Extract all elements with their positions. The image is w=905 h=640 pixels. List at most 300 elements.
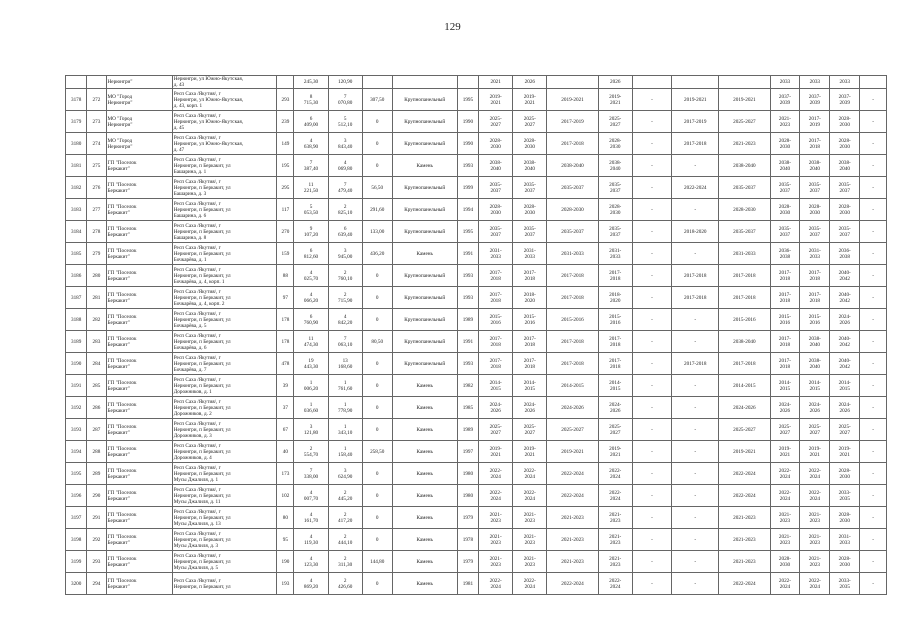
table-cell: 1993 [457, 353, 478, 375]
table-cell: 4 119,30 [294, 529, 328, 551]
table-cell: 2019- 2021 [513, 89, 547, 111]
table-cell: 1980 [457, 485, 478, 507]
table-cell: 2028- 2030 [770, 199, 800, 221]
table-cell: 2035- 2037 [800, 177, 830, 199]
table-cell: 2017- 2018 [770, 265, 800, 287]
table-cell: 3183 [66, 199, 87, 221]
table-row [66, 155, 887, 177]
table-cell: 11 221,50 [294, 177, 328, 199]
table-cell: 3192 [66, 397, 87, 419]
table-cell: - [632, 133, 672, 155]
table-cell: 2028- 2030 [513, 133, 547, 155]
table-cell: - [860, 463, 887, 485]
table-cell: 2028- 2030 [513, 199, 547, 221]
table-cell: 2022- 2024 [598, 485, 632, 507]
table-cell: 2025- 2027 [598, 111, 632, 133]
table-cell: 0 [362, 463, 392, 485]
table-cell: 195 [277, 155, 294, 177]
table-cell: 4 069,80 [328, 155, 362, 177]
table-cell: - [632, 507, 672, 529]
table-cell: 2035-2037 [547, 221, 598, 243]
table-cell: 2038- 2040 [800, 353, 830, 375]
table-cell: 2026 [513, 76, 547, 89]
table-cell: 2022- 2024 [800, 485, 830, 507]
table-cell: 2021- 2023 [479, 551, 513, 573]
table-cell: 2036- 2038 [770, 243, 800, 265]
table-cell: 1980 [457, 463, 478, 485]
table-cell: 2025- 2027 [479, 419, 513, 441]
table-cell: 19 443,30 [294, 353, 328, 375]
table-cell: 3187 [66, 287, 87, 309]
table-cell: 279 [87, 243, 106, 265]
table-cell: 3195 [66, 463, 87, 485]
table-row [66, 111, 887, 133]
table-cell: 2037- 2039 [800, 89, 830, 111]
table-cell: - [632, 331, 672, 353]
table-cell: - [860, 111, 887, 133]
table-row [66, 573, 887, 595]
table-cell: 2025- 2027 [479, 111, 513, 133]
table-cell: Респ Саха /Якутия/, г Нерюнгри, п Беркакит, ул Бочкарёва, д. 4, корп. 1 [172, 265, 277, 287]
table-cell: 2035-2037 [547, 177, 598, 199]
page-number: 129 [444, 21, 461, 33]
table-cell: 9 107,20 [294, 221, 328, 243]
table-cell: 4 869,20 [294, 573, 328, 595]
table-cell: 2028- 2030 [598, 199, 632, 221]
table-cell: 1995 [457, 221, 478, 243]
table-cell: 3188 [66, 309, 87, 331]
table-cell: 149 [277, 133, 294, 155]
table-cell: 2028- 2030 [598, 133, 632, 155]
table-cell: 2025- 2027 [770, 419, 800, 441]
table-cell: 2018-2020 [672, 221, 719, 243]
table-cell: 2024- 2026 [513, 397, 547, 419]
table-cell: 2028- 2030 [479, 199, 513, 221]
table-cell: 2017-2018 [547, 133, 598, 155]
table-cell: 2024- 2026 [830, 397, 860, 419]
table-cell: 3196 [66, 485, 87, 507]
table-cell: - [632, 177, 672, 199]
table-row [66, 441, 887, 463]
table-cell: 2033 [770, 76, 800, 89]
table-cell: 1 006,20 [294, 375, 328, 397]
table-cell: 285 [87, 375, 106, 397]
table-cell: Камень [392, 397, 457, 419]
table-cell: 2017-2018 [547, 331, 598, 353]
table-cell: 2014- 2015 [479, 375, 513, 397]
table-cell: 2019- 2021 [513, 441, 547, 463]
table-row [66, 287, 887, 309]
table-cell: 1982 [457, 375, 478, 397]
table-cell: 307,50 [362, 89, 392, 111]
table-cell: 2021- 2023 [770, 507, 800, 529]
table-cell [632, 76, 672, 89]
table-cell: 4 007,70 [294, 485, 328, 507]
table-cell: 478 [277, 353, 294, 375]
table-cell: 2 825,10 [328, 199, 362, 221]
table-cell: 1993 [457, 287, 478, 309]
table-cell: Нерюнгри, ул Южно-Якутская, д. 43 [172, 76, 277, 89]
table-cell: 3198 [66, 529, 87, 551]
table-cell: 3191 [66, 375, 87, 397]
table-cell: 2017- 2018 [800, 287, 830, 309]
table-cell: Камень [392, 441, 457, 463]
table-cell: 0 [362, 507, 392, 529]
table-cell: ГП "Поселок Беркакит" [106, 463, 172, 485]
table-cell: Респ Саха /Якутия/, г Нерюнгри, ул Южно-Якутская, д. 45 [172, 111, 277, 133]
table-cell: 245,30 [294, 76, 328, 89]
table-cell: 2035- 2037 [479, 221, 513, 243]
table-cell: 3 624,90 [328, 463, 362, 485]
table-cell: 4 638,90 [294, 133, 328, 155]
table-cell: 290 [87, 485, 106, 507]
table-cell: 0 [362, 265, 392, 287]
table-cell: 6 812,60 [294, 243, 328, 265]
table-cell: ГП "Поселок Беркакит" [106, 331, 172, 353]
table-cell: Респ Саха /Якутия/, г Нерюнгри, п Беркакит, ул Мусы Джалиля, д. 5 [172, 551, 277, 573]
table-cell: 258,50 [362, 441, 392, 463]
table-cell: - [860, 551, 887, 573]
table-cell: 289 [87, 463, 106, 485]
table-cell: 1 036,60 [294, 397, 328, 419]
table-cell: 2017- 2018 [479, 331, 513, 353]
table-cell: - [672, 463, 719, 485]
table-cell: 8 715,30 [294, 89, 328, 111]
table-cell: 2038- 2040 [770, 155, 800, 177]
table-cell: 0 [362, 353, 392, 375]
table-cell: 2025-2027 [719, 419, 770, 441]
table-cell: - [632, 243, 672, 265]
table-cell: 2028-2030 [719, 199, 770, 221]
table-cell: 2019- 2021 [598, 441, 632, 463]
table-cell: 1 778,90 [328, 397, 362, 419]
table-cell: 2033- 2035 [830, 485, 860, 507]
table-cell: 2028-2030 [547, 199, 598, 221]
table-cell: 133,00 [362, 221, 392, 243]
table-cell: 2014-2015 [547, 375, 598, 397]
table-cell: 2021- 2023 [800, 529, 830, 551]
table-cell: - [672, 309, 719, 331]
table-cell: - [860, 155, 887, 177]
table-cell: 2017-2019 [672, 111, 719, 133]
table-cell: 4 161,70 [294, 507, 328, 529]
table-cell: 3180 [66, 133, 87, 155]
table-row [66, 265, 887, 287]
table-cell: 80,50 [362, 331, 392, 353]
table-cell: ГП "Поселок Беркакит" [106, 485, 172, 507]
table-row [66, 309, 887, 331]
table-cell: 2021- 2023 [770, 111, 800, 133]
table-cell: 2015- 2016 [598, 309, 632, 331]
table-cell: Крупнопанельный [392, 199, 457, 221]
table-cell: 2017- 2018 [598, 265, 632, 287]
table-row [66, 353, 887, 375]
table-cell: 2022-2024 [547, 463, 598, 485]
table-cell: Респ Саха /Якутия/, г Нерюнгри, п Беркакит, ул Мусы Джалиля, д. 11 [172, 485, 277, 507]
table-cell: 2022-2024 [672, 177, 719, 199]
table-cell: 3200 [66, 573, 87, 595]
table-cell: Нерюнгри" [106, 76, 172, 89]
table-cell: 2019- 2021 [598, 89, 632, 111]
table-cell: 282 [87, 309, 106, 331]
table-cell: ГП "Поселок Беркакит" [106, 397, 172, 419]
table-cell: 7 063,10 [328, 331, 362, 353]
table-cell: 193 [277, 573, 294, 595]
table-cell: 2022- 2024 [479, 463, 513, 485]
table-cell: 277 [87, 199, 106, 221]
table-cell: 2015- 2016 [800, 309, 830, 331]
table-cell: 2022- 2024 [513, 463, 547, 485]
table-cell: 2028- 2030 [479, 133, 513, 155]
table-cell: - [632, 551, 672, 573]
table-cell: 2017- 2018 [513, 353, 547, 375]
table-cell: 6 639,40 [328, 221, 362, 243]
table-cell: 2021- 2023 [479, 529, 513, 551]
table-cell: - [632, 111, 672, 133]
table-cell: 4 025,70 [294, 265, 328, 287]
table-cell: - [860, 485, 887, 507]
table-cell [457, 76, 478, 89]
table-cell: 2 444,10 [328, 529, 362, 551]
table-cell: 278 [87, 221, 106, 243]
table-row [66, 375, 887, 397]
table-cell: 2022-2024 [719, 463, 770, 485]
table-cell: 95 [277, 529, 294, 551]
table-cell: 288 [87, 441, 106, 463]
table-cell: ГП "Поселок Беркакит" [106, 177, 172, 199]
table-cell: 39 [277, 375, 294, 397]
table-cell: - [860, 397, 887, 419]
table-cell: 2 445,20 [328, 485, 362, 507]
table-cell: Крупнопанельный [392, 133, 457, 155]
table-cell: - [632, 441, 672, 463]
table-cell: ГП "Поселок Беркакит" [106, 529, 172, 551]
table-cell: - [632, 309, 672, 331]
table-cell: 2021- 2023 [513, 507, 547, 529]
table-cell: 2019- 2021 [770, 441, 800, 463]
table-cell: 2019-2021 [672, 89, 719, 111]
table-cell: 2021-2023 [547, 507, 598, 529]
table-cell: 2021- 2023 [513, 551, 547, 573]
table-cell: 0 [362, 111, 392, 133]
table-cell: 2022- 2024 [800, 463, 830, 485]
table-cell: 1991 [457, 331, 478, 353]
table-cell: 2 554,70 [294, 441, 328, 463]
table-cell: 2017-2018 [672, 353, 719, 375]
table-cell: 2021- 2023 [598, 551, 632, 573]
table-cell: Камень [392, 375, 457, 397]
table-cell: 2035-2037 [719, 221, 770, 243]
table-cell: Крупнопанельный [392, 89, 457, 111]
table-cell: 2021-2023 [719, 529, 770, 551]
table-cell: ГП "Поселок Беркакит" [106, 551, 172, 573]
table-cell: 294 [87, 573, 106, 595]
table-cell: 1991 [457, 243, 478, 265]
table-cell: - [632, 265, 672, 287]
table-cell: ГП "Поселок Беркакит" [106, 441, 172, 463]
table-cell: Камень [392, 155, 457, 177]
table-cell: Респ Саха /Якутия/, г Нерюнгри, п Беркакит, ул Башарина, д. 6 [172, 199, 277, 221]
table-cell: 2038-2040 [547, 155, 598, 177]
table-cell: 2040- 2042 [830, 265, 860, 287]
table-cell: 1979 [457, 507, 478, 529]
table-cell: Респ Саха /Якутия/, г Нерюнгри, п Беркакит, ул Башарина, д. 1 [172, 155, 277, 177]
table-cell: 2022- 2024 [479, 573, 513, 595]
table-cell: 2019- 2021 [479, 89, 513, 111]
table-cell: 1995 [457, 89, 478, 111]
table-cell: 2 426,60 [328, 573, 362, 595]
table-cell: 3193 [66, 419, 87, 441]
table-cell: 2025-2027 [547, 419, 598, 441]
table-cell: 2017-2018 [672, 265, 719, 287]
table-cell: 276 [87, 177, 106, 199]
table-cell: 0 [362, 529, 392, 551]
housing-table [65, 75, 887, 595]
table-cell: 2014- 2015 [800, 375, 830, 397]
table-cell: 2028- 2030 [800, 199, 830, 221]
table-cell: 1990 [457, 133, 478, 155]
table-cell: 2018- 2020 [598, 287, 632, 309]
table-cell: Камень [392, 419, 457, 441]
table-cell: 2033- 2035 [830, 573, 860, 595]
table-cell: Камень [392, 243, 457, 265]
table-cell: 2019-2021 [719, 89, 770, 111]
table-cell: - [672, 243, 719, 265]
table-cell: 2014- 2015 [598, 375, 632, 397]
table-cell: 2038- 2040 [800, 155, 830, 177]
table-cell: ГП "Поселок Беркакит" [106, 155, 172, 177]
table-cell: 2024-2026 [719, 397, 770, 419]
table-cell: 2035- 2037 [770, 221, 800, 243]
table-cell: 2017- 2018 [513, 265, 547, 287]
table-cell: 2019-2021 [719, 441, 770, 463]
table-cell: 2022- 2024 [770, 573, 800, 595]
table-cell: 1994 [457, 199, 478, 221]
table-cell: МО "Город Нерюнгри" [106, 111, 172, 133]
table-cell: 2017- 2018 [598, 331, 632, 353]
table-cell: 2040- 2042 [830, 353, 860, 375]
table-cell: 2021- 2023 [479, 507, 513, 529]
table-cell: 2035- 2037 [598, 177, 632, 199]
table-cell: 117 [277, 199, 294, 221]
table-cell: 1 158,40 [328, 441, 362, 463]
table-cell: - [632, 287, 672, 309]
table-cell: 4 842,20 [328, 309, 362, 331]
table-cell: 0 [362, 573, 392, 595]
table-cell: 2017-2018 [672, 133, 719, 155]
table-cell: 2021- 2023 [598, 507, 632, 529]
table-cell: Камень [392, 551, 457, 573]
table-cell: 2031- 2033 [598, 243, 632, 265]
table-cell: 40 [277, 441, 294, 463]
table-cell: 2038- 2040 [513, 155, 547, 177]
table-cell: 2038- 2040 [830, 155, 860, 177]
table-cell: 2022- 2024 [800, 573, 830, 595]
table-row [66, 551, 887, 573]
table-cell: Крупнопанельный [392, 177, 457, 199]
table-cell: 2017-2018 [719, 287, 770, 309]
table-cell: 2021-2023 [719, 507, 770, 529]
table-cell: Респ Саха /Якутия/, г Нерюнгри, п Беркакит, ул Бочкарёва, д. 1 [172, 243, 277, 265]
table-cell: 2021-2023 [719, 551, 770, 573]
table-cell: - [632, 419, 672, 441]
table-cell: - [632, 485, 672, 507]
table-cell: Респ Саха /Якутия/, г Нерюнгри, п Беркакит, ул Бочкарёва, д. 4, корп. 2 [172, 287, 277, 309]
table-body [66, 76, 887, 595]
table-cell: 2022- 2024 [598, 463, 632, 485]
table-cell: - [672, 419, 719, 441]
table-cell: 2035-2037 [719, 177, 770, 199]
table-cell: 2038- 2040 [598, 155, 632, 177]
table-cell: 2026 [598, 76, 632, 89]
table-cell: - [672, 375, 719, 397]
table-cell: ГП "Поселок Беркакит" [106, 199, 172, 221]
table-cell: Крупнопанельный [392, 221, 457, 243]
table-cell: 291,60 [362, 199, 392, 221]
table-cell: Камень [392, 463, 457, 485]
table-cell: 1989 [457, 419, 478, 441]
table-cell [66, 76, 87, 89]
table-cell: - [672, 199, 719, 221]
table-cell: 2017-2018 [547, 265, 598, 287]
table-cell: 2024- 2026 [800, 397, 830, 419]
table-cell: 2025- 2027 [513, 111, 547, 133]
table-cell: 281 [87, 287, 106, 309]
table-cell: 2019- 2021 [479, 441, 513, 463]
table-row [66, 89, 887, 111]
table-cell: - [860, 419, 887, 441]
table-cell: 3185 [66, 243, 87, 265]
table-row [66, 199, 887, 221]
table-cell: 3 945,00 [328, 243, 362, 265]
table-cell: 2 311,30 [328, 551, 362, 573]
table-cell: 2028- 2030 [830, 507, 860, 529]
table-cell: 2035- 2037 [513, 177, 547, 199]
table-cell: 178 [277, 309, 294, 331]
table-cell: 2024- 2026 [479, 397, 513, 419]
table-cell: 3197 [66, 507, 87, 529]
table-cell: 0 [362, 155, 392, 177]
table-cell: 3189 [66, 331, 87, 353]
table-cell: 144,80 [362, 551, 392, 573]
table-cell: - [860, 199, 887, 221]
table-cell: 2014- 2015 [513, 375, 547, 397]
table-cell: - [672, 529, 719, 551]
table-cell: 2038- 2040 [800, 331, 830, 353]
table-cell: 7 387,40 [294, 155, 328, 177]
table-cell: 2038- 2040 [479, 155, 513, 177]
table-cell: 3186 [66, 265, 87, 287]
table-row [66, 177, 887, 199]
table-cell: 2031-2033 [719, 243, 770, 265]
table-cell [362, 76, 392, 89]
table-cell: 0 [362, 309, 392, 331]
table-cell: 2031- 2033 [800, 243, 830, 265]
table-cell: - [860, 309, 887, 331]
table-cell: 2019- 2021 [800, 441, 830, 463]
table-cell: 5 053,50 [294, 199, 328, 221]
table-cell: 286 [87, 397, 106, 419]
table-cell: ГП "Поселок Беркакит" [106, 419, 172, 441]
table-cell: - [860, 133, 887, 155]
table-cell: 2028- 2030 [770, 133, 800, 155]
table-cell: 2017- 2018 [770, 353, 800, 375]
table-cell: - [672, 485, 719, 507]
table-cell: 2035- 2037 [513, 221, 547, 243]
table-cell: - [860, 177, 887, 199]
table-cell: 80 [277, 507, 294, 529]
table-cell: 0 [362, 397, 392, 419]
